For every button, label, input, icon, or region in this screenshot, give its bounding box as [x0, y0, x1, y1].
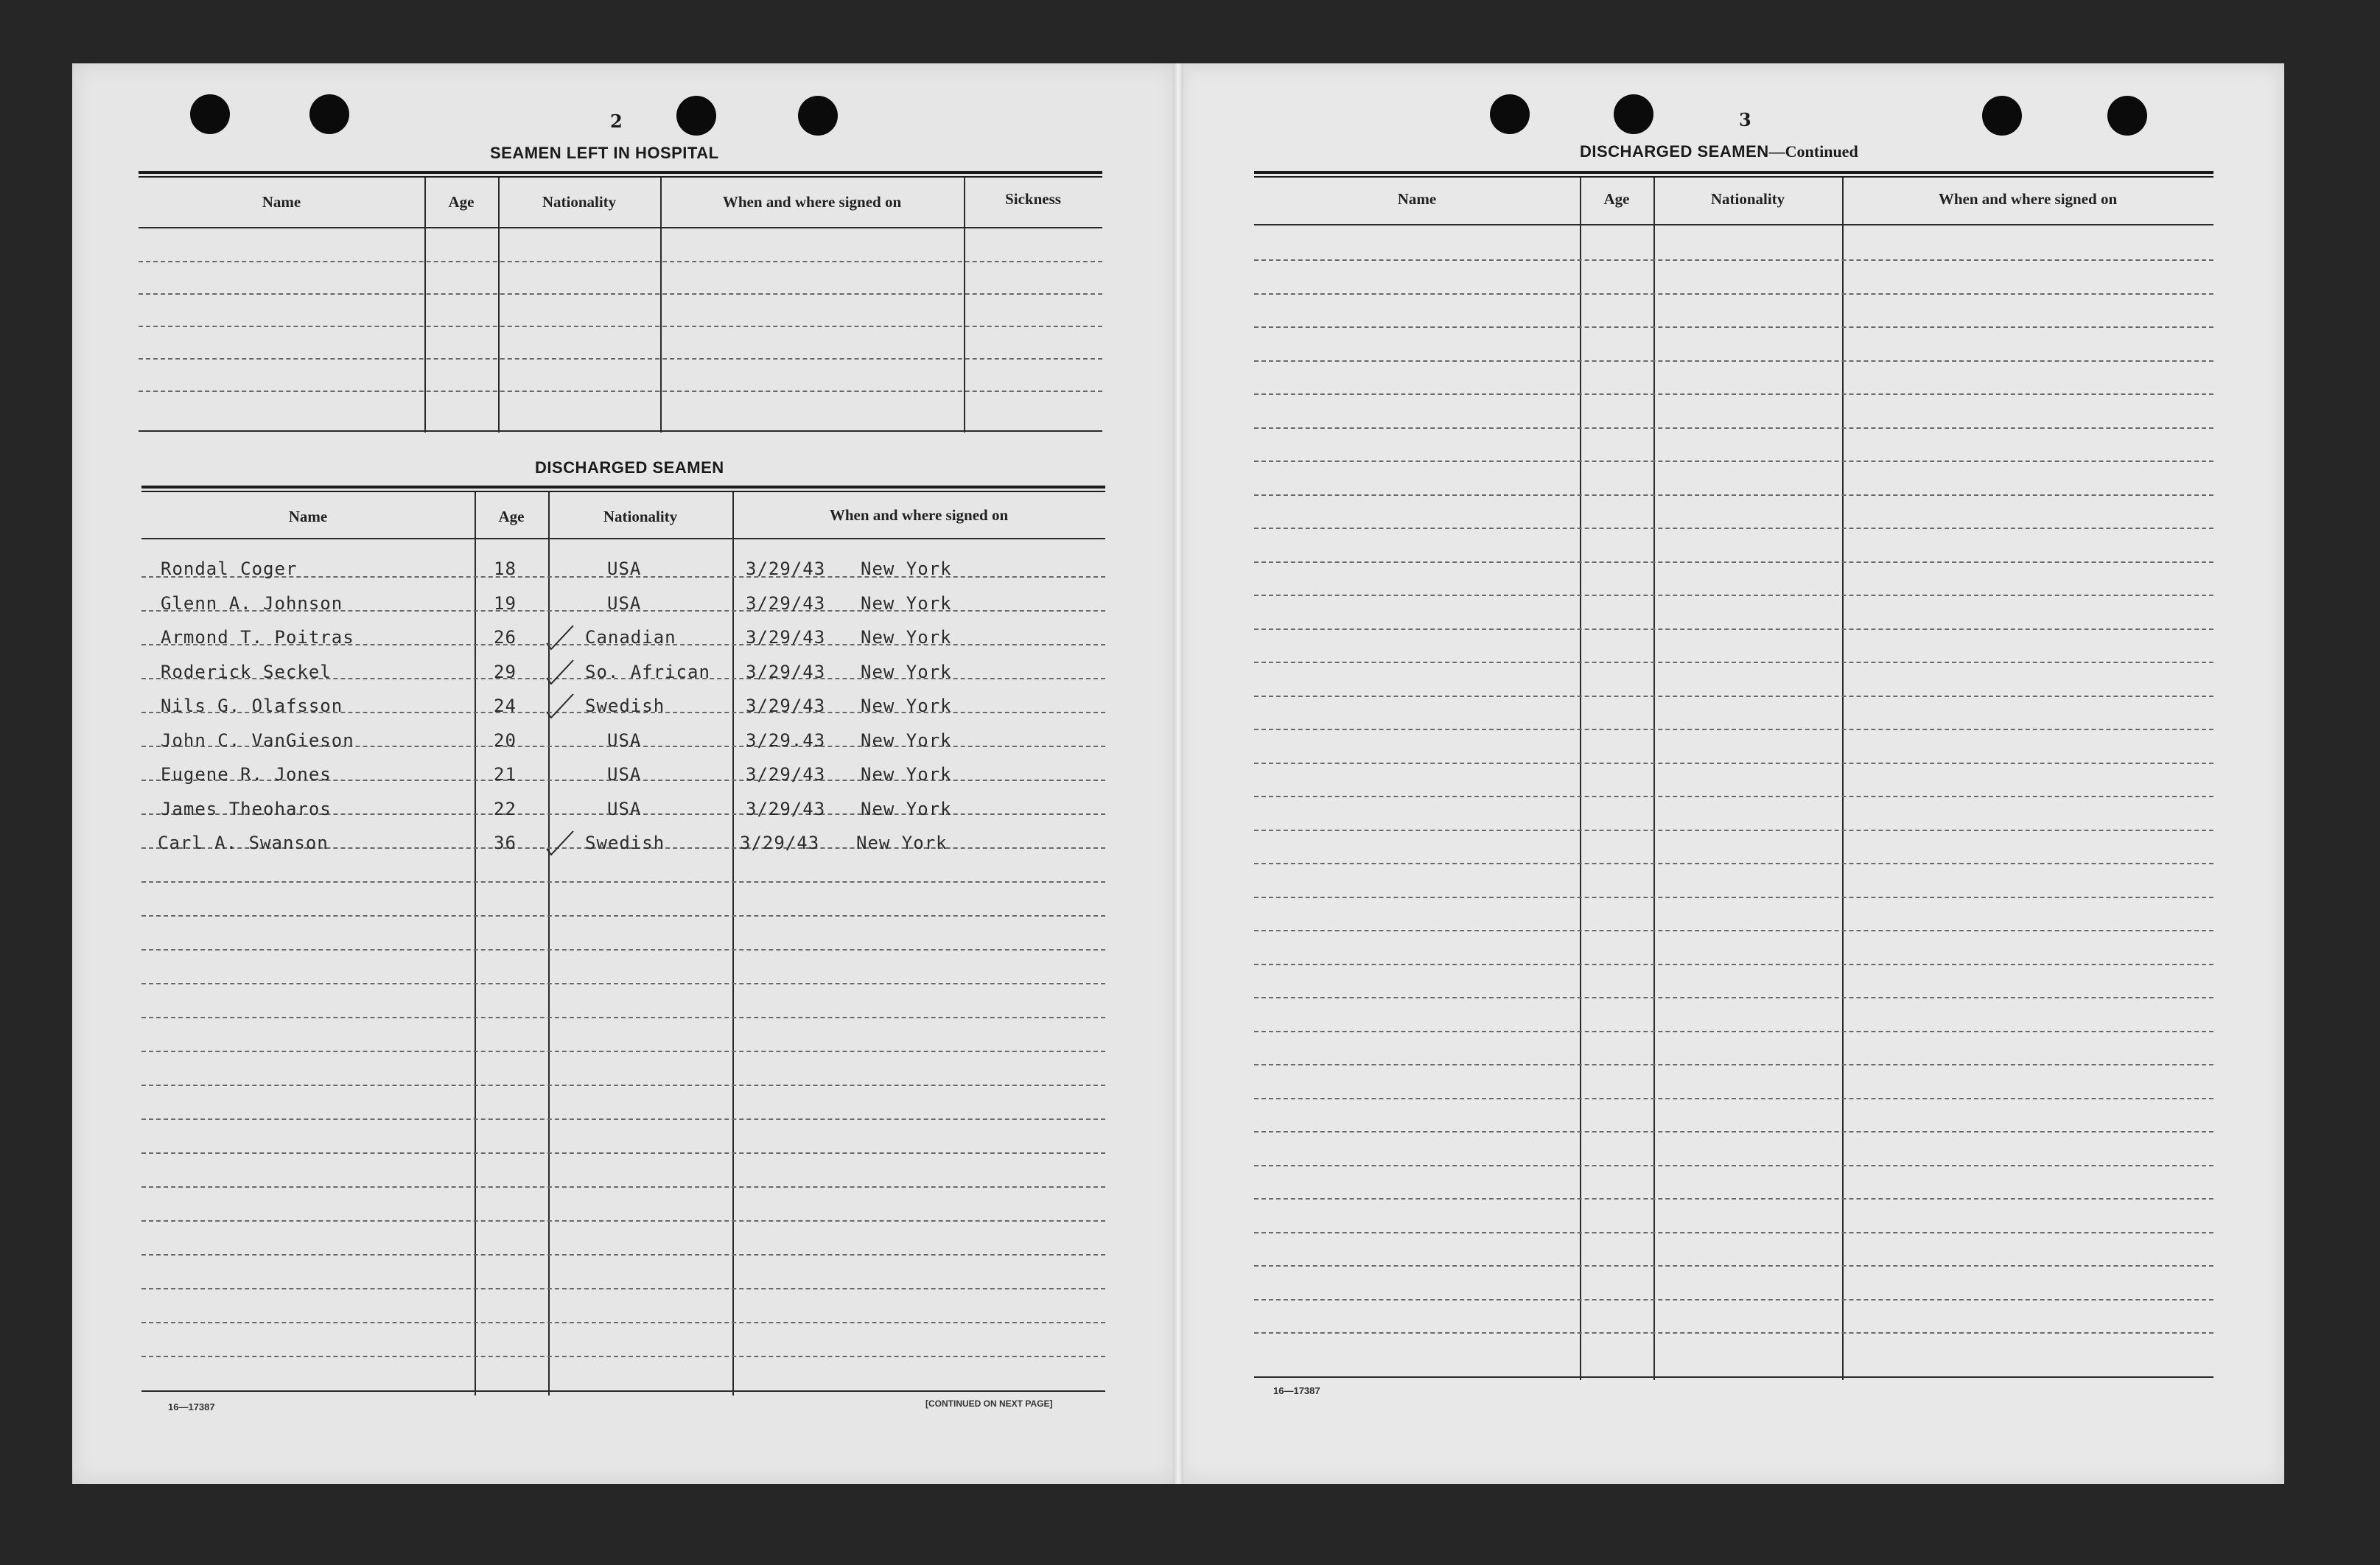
- row-nationality: So. African: [585, 662, 710, 682]
- row-place: New York: [861, 730, 952, 751]
- header-rule: [139, 227, 1102, 228]
- row-line: [141, 1017, 1105, 1018]
- row-place: New York: [861, 593, 952, 614]
- table-bottom-rule: [1254, 1376, 2213, 1378]
- row-line: [141, 1186, 1105, 1188]
- row-name: Nils G. Olafsson: [161, 696, 343, 716]
- row-date: 3/29/43: [740, 833, 820, 853]
- discharged-col-signed-on: When and where signed on: [829, 506, 1009, 524]
- row-place: New York: [861, 696, 952, 716]
- row-place: New York: [861, 662, 952, 682]
- discharged-col-nationality: Nationality: [603, 508, 678, 525]
- row-line: [1254, 326, 2213, 328]
- row-age: 18: [494, 559, 517, 579]
- row-age: 20: [494, 730, 517, 751]
- row-age: 29: [494, 662, 517, 682]
- form-number-left: 16—17387: [168, 1401, 215, 1412]
- row-date: 3/29/43: [746, 696, 826, 716]
- row-name: Carl A. Swanson: [158, 833, 329, 853]
- column-divider: [424, 178, 426, 433]
- hospital-section-title: SEAMEN LEFT IN HOSPITAL: [490, 144, 719, 162]
- row-name: James Theoharos: [161, 799, 332, 819]
- punch-hole: [2107, 96, 2147, 136]
- row-nationality: USA: [607, 730, 642, 751]
- discharged-continued-title: [1580, 142, 1858, 161]
- row-place: New York: [861, 764, 952, 785]
- checkmark-icon: [544, 691, 576, 721]
- row-name: Rondal Coger: [161, 559, 298, 579]
- hospital-col-age: Age: [448, 193, 475, 211]
- row-date: 3/29/43: [746, 764, 826, 785]
- row-place: New York: [856, 833, 948, 853]
- punch-hole: [1982, 96, 2022, 136]
- row-line: [1254, 561, 2213, 563]
- row-line: [141, 1085, 1105, 1086]
- row-line: [1254, 763, 2213, 764]
- page-gutter: [1173, 63, 1183, 1484]
- hospital-col-sickness: Sickness: [1005, 190, 1061, 208]
- row-date: 3/29/43: [746, 799, 826, 819]
- row-line: [1254, 662, 2213, 663]
- row-age: 21: [494, 764, 517, 785]
- row-name: John C. VanGieson: [161, 730, 354, 751]
- row-line: [1254, 1332, 2213, 1334]
- row-nationality: USA: [607, 559, 642, 579]
- column-divider: [660, 178, 662, 433]
- row-nationality: USA: [607, 593, 642, 614]
- continued-col-name: Name: [1397, 190, 1437, 208]
- row-age: 26: [494, 627, 517, 648]
- continued-col-signed-on: When and where signed on: [1938, 190, 2118, 208]
- discharged-col-age: Age: [498, 508, 525, 525]
- row-age: 22: [494, 799, 517, 819]
- row-line: [1254, 1299, 2213, 1300]
- row-line: [1254, 494, 2213, 496]
- row-line: [1254, 259, 2213, 261]
- form-number-right: 16—17387: [1273, 1385, 1320, 1396]
- row-age: 24: [494, 696, 517, 716]
- row-line: [1254, 796, 2213, 797]
- page-number-right: 3: [1739, 109, 1751, 130]
- row-place: New York: [861, 559, 952, 579]
- punch-hole: [190, 94, 230, 134]
- double-rule: [139, 171, 1102, 178]
- hospital-col-signed-on: When and where signed on: [722, 193, 902, 211]
- row-date: 3/29/43: [746, 593, 826, 614]
- row-nationality: Swedish: [585, 833, 665, 853]
- row-line: [1254, 997, 2213, 998]
- row-line: [141, 1356, 1105, 1357]
- row-line: [141, 1118, 1105, 1120]
- row-line: [139, 261, 1102, 262]
- column-divider: [964, 178, 965, 433]
- punch-hole: [676, 96, 716, 136]
- punch-hole: [1490, 94, 1530, 134]
- row-line: [1254, 595, 2213, 596]
- row-line: [1254, 1232, 2213, 1233]
- row-line: [141, 983, 1105, 984]
- discharged-continued-table: [1254, 171, 2213, 1379]
- discharged-col-name: Name: [288, 508, 328, 525]
- row-nationality: USA: [607, 799, 642, 819]
- column-divider: [498, 178, 500, 433]
- row-line: [141, 1051, 1105, 1052]
- page-number-left: 2: [610, 111, 623, 132]
- column-divider: [1842, 178, 1844, 1380]
- row-line: [1254, 964, 2213, 965]
- column-divider: [1580, 178, 1581, 1380]
- discharged-table: [141, 486, 1105, 1393]
- row-place: New York: [861, 627, 952, 648]
- row-line: [1254, 427, 2213, 429]
- row-name: Armond T. Poitras: [161, 627, 354, 648]
- column-divider: [1653, 178, 1655, 1380]
- row-line: [1254, 461, 2213, 462]
- double-rule: [1254, 171, 2213, 178]
- row-line: [139, 293, 1102, 295]
- row-line: [141, 1220, 1105, 1222]
- row-nationality: Swedish: [585, 696, 665, 716]
- row-line: [1254, 897, 2213, 898]
- continued-col-nationality: Nationality: [1710, 190, 1785, 208]
- punch-hole: [798, 96, 838, 136]
- row-line: [1254, 1031, 2213, 1032]
- row-age: 36: [494, 833, 517, 853]
- continued-col-age: Age: [1603, 190, 1630, 208]
- row-line: [1254, 360, 2213, 362]
- row-line: [139, 391, 1102, 392]
- discharged-continued-main: DISCHARGED SEAMEN: [1580, 142, 1769, 161]
- row-line: [1254, 1064, 2213, 1065]
- row-name: Eugene R. Jones: [161, 764, 332, 785]
- row-line: [141, 881, 1105, 883]
- row-nationality: Canadian: [585, 627, 676, 648]
- row-line: [141, 915, 1105, 917]
- punch-hole: [1614, 94, 1653, 134]
- row-line: [1254, 830, 2213, 831]
- checkmark-icon: [544, 828, 576, 858]
- checkmark-icon: [544, 623, 576, 652]
- hospital-table: [139, 171, 1102, 438]
- discharged-section-title: DISCHARGED SEAMEN: [535, 458, 724, 477]
- row-line: [141, 949, 1105, 950]
- row-name: Roderick Seckel: [161, 662, 332, 682]
- row-line: [1254, 1098, 2213, 1099]
- row-line: [1254, 729, 2213, 730]
- row-line: [141, 1254, 1105, 1256]
- double-rule: [141, 486, 1105, 492]
- row-line: [1254, 393, 2213, 395]
- row-line: [141, 1152, 1105, 1154]
- row-line: [1254, 1165, 2213, 1166]
- checkmark-icon: [544, 657, 576, 687]
- column-divider: [475, 492, 476, 1396]
- row-line: [1254, 1265, 2213, 1267]
- row-line: [1254, 863, 2213, 864]
- column-divider: [732, 492, 734, 1396]
- row-line: [1254, 1131, 2213, 1132]
- row-line: [1254, 930, 2213, 931]
- row-place: New York: [861, 799, 952, 819]
- row-line: [141, 1322, 1105, 1323]
- row-line: [141, 1288, 1105, 1289]
- row-date: 3/29/43: [746, 559, 826, 579]
- row-line: [1254, 528, 2213, 529]
- row-line: [1254, 696, 2213, 697]
- row-line: [139, 430, 1102, 432]
- punch-hole: [309, 94, 349, 134]
- hospital-col-nationality: Nationality: [542, 193, 617, 211]
- table-bottom-rule: [141, 1390, 1105, 1392]
- row-name: Glenn A. Johnson: [161, 593, 343, 614]
- row-age: 19: [494, 593, 517, 614]
- row-date: 3/29/43: [746, 662, 826, 682]
- hospital-col-name: Name: [262, 193, 301, 211]
- row-line: [1254, 629, 2213, 630]
- discharged-continued-suffix: —Continued: [1768, 142, 1858, 161]
- row-line: [139, 326, 1102, 327]
- header-rule: [141, 538, 1105, 539]
- row-date: 3/29.43: [746, 730, 826, 751]
- row-line: [1254, 1198, 2213, 1200]
- row-line: [1254, 293, 2213, 295]
- row-nationality: USA: [607, 764, 642, 785]
- row-line: [139, 358, 1102, 360]
- continued-note: [CONTINUED ON NEXT PAGE]: [925, 1398, 1053, 1409]
- row-date: 3/29/43: [746, 627, 826, 648]
- header-rule: [1254, 224, 2213, 225]
